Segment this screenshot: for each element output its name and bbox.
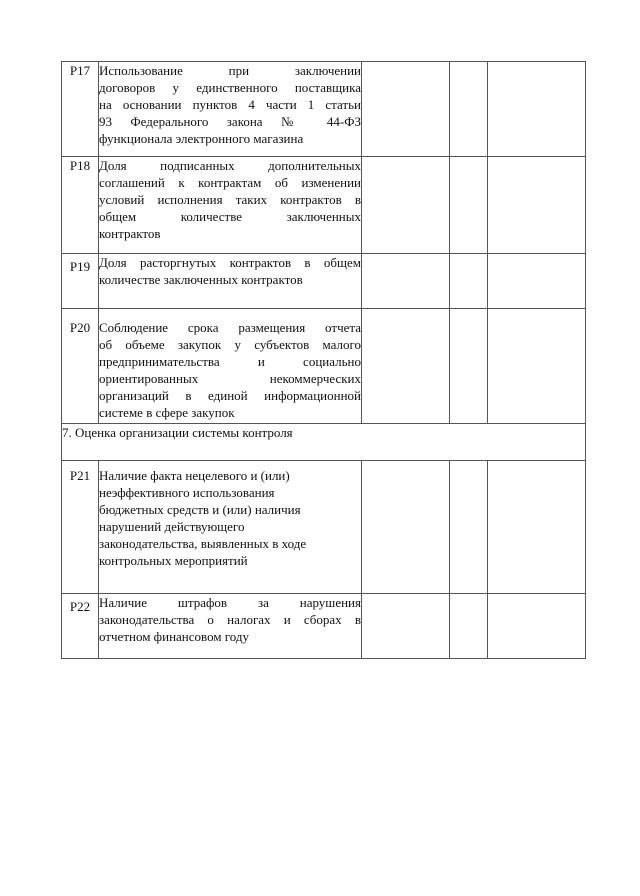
row-description-line: организаций в единой информационной — [99, 388, 361, 403]
section-title: 7. Оценка организации системы контроля — [62, 424, 586, 461]
row-description-line: предпринимательства и социально — [99, 354, 361, 369]
row-description-line: на основании пунктов 4 части 1 статьи — [99, 97, 361, 112]
row-code: P17 — [62, 62, 99, 157]
row-description-line: нарушений действующего — [99, 519, 245, 534]
row-description-line: контрольных мероприятий — [99, 553, 248, 568]
value-cell — [488, 254, 586, 309]
row-description-line: Соблюдение срока размещения отчета — [99, 320, 361, 335]
row-description-line: неэффективного использования — [99, 485, 275, 500]
row-description-line: соглашений к контрактам об изменении — [99, 175, 361, 190]
row-description-line: законодательства о налогах и сборах в — [99, 612, 361, 627]
row-description-line: Наличие факта нецелевого и (или) — [99, 468, 290, 483]
table-row-p22 — [62, 594, 586, 659]
row-description-line: функционала электронного магазина — [99, 131, 304, 146]
row-description-line: отчетном финансовом году — [99, 629, 250, 644]
value-cell — [450, 594, 488, 659]
row-code: P19 — [62, 254, 99, 309]
row-description — [99, 461, 362, 594]
table-row-p18 — [62, 157, 586, 254]
row-description — [99, 157, 362, 254]
row-description-line: 93 Федерального закона № 44-ФЗ — [99, 114, 361, 129]
value-cell — [362, 594, 450, 659]
row-description-line: бюджетных средств и (или) наличия — [99, 502, 301, 517]
row-code: P20 — [62, 309, 99, 424]
row-description-line: Доля расторгнутых контрактов в общем — [99, 255, 361, 270]
row-description-line: условий исполнения таких контрактов в — [99, 192, 361, 207]
table-row-p20 — [62, 309, 586, 424]
row-description-line: системе в сфере закупок — [99, 405, 235, 420]
value-cell — [450, 254, 488, 309]
value-cell — [488, 309, 586, 424]
row-description-line: законодательства, выявленных в ходе — [99, 536, 307, 551]
row-code: P22 — [62, 594, 99, 659]
table-row-p17 — [62, 62, 586, 157]
row-description-line: ориентированных некоммерческих — [99, 371, 361, 386]
row-code: P21 — [62, 461, 99, 594]
value-cell — [362, 309, 450, 424]
section-row — [62, 424, 586, 461]
row-description-line: договоров у единственного поставщика — [99, 80, 361, 95]
row-description-line: количестве заключенных контрактов — [99, 272, 303, 287]
row-description-line: общем количестве заключенных — [99, 209, 361, 224]
value-cell — [362, 254, 450, 309]
row-description-line: контрактов — [99, 226, 161, 241]
value-cell — [488, 461, 586, 594]
value-cell — [450, 157, 488, 254]
value-cell — [488, 157, 586, 254]
row-description — [99, 594, 362, 659]
value-cell — [362, 62, 450, 157]
criteria-table — [61, 61, 586, 659]
value-cell — [488, 594, 586, 659]
value-cell — [450, 461, 488, 594]
row-description — [99, 254, 362, 309]
row-description-line: Доля подписанных дополнительных — [99, 158, 361, 173]
value-cell — [362, 157, 450, 254]
row-description-line: Наличие штрафов за нарушения — [99, 595, 361, 610]
table-row-p19 — [62, 254, 586, 309]
row-description-line: об объеме закупок у субъектов малого — [99, 337, 361, 352]
value-cell — [362, 461, 450, 594]
value-cell — [488, 62, 586, 157]
value-cell — [450, 309, 488, 424]
row-code: P18 — [62, 157, 99, 254]
row-description-line: Использование при заключении — [99, 63, 361, 78]
table-row-p21 — [62, 461, 586, 594]
row-description — [99, 309, 362, 424]
row-description — [99, 62, 362, 157]
value-cell — [450, 62, 488, 157]
